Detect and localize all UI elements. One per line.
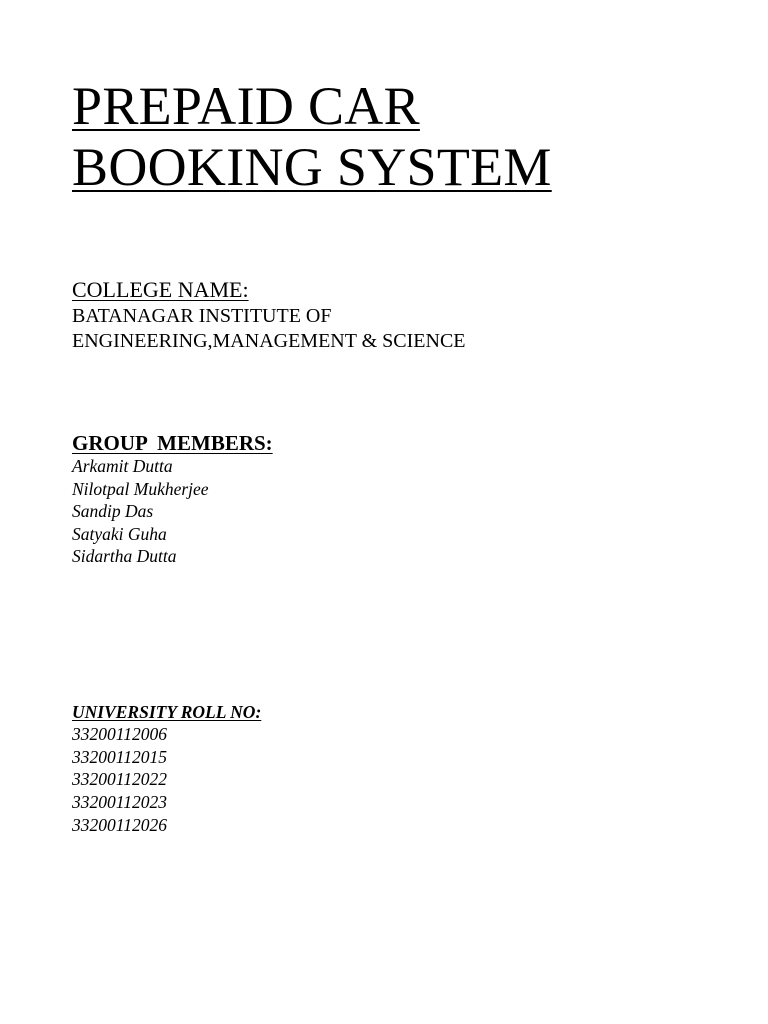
member-name: Satyaki Guha — [72, 523, 167, 544]
college-name-line: BATANAGAR INSTITUTE OF — [72, 305, 332, 327]
member-name: Sandip Das — [72, 501, 154, 521]
roll-number: 33200112022 — [72, 769, 167, 790]
member-name: Sidartha Dutta — [72, 546, 177, 566]
roll-number: 33200112023 — [72, 792, 167, 813]
university-roll-list — [72, 723, 167, 837]
college-name-label: COLLEGE NAME: — [72, 277, 249, 302]
member-name: Arkamit Dutta — [72, 456, 173, 476]
roll-number: 33200112006 — [72, 724, 167, 744]
university-roll-label: UNIVERSITY ROLL NO: — [72, 702, 262, 722]
college-name — [72, 304, 466, 354]
document-title — [72, 76, 768, 198]
roll-number: 33200112015 — [72, 746, 167, 767]
college-name-line: ENGINEERING,MANAGEMENT & SCIENCE — [72, 330, 466, 352]
group-members-list — [72, 455, 209, 568]
member-name: Nilotpal Mukherjee — [72, 478, 209, 499]
title-line: PREPAID CAR — [72, 76, 420, 136]
title-line: BOOKING SYSTEM — [72, 137, 552, 197]
roll-number: 33200112026 — [72, 814, 167, 835]
group-members-label: GROUP MEMBERS: — [72, 431, 273, 455]
